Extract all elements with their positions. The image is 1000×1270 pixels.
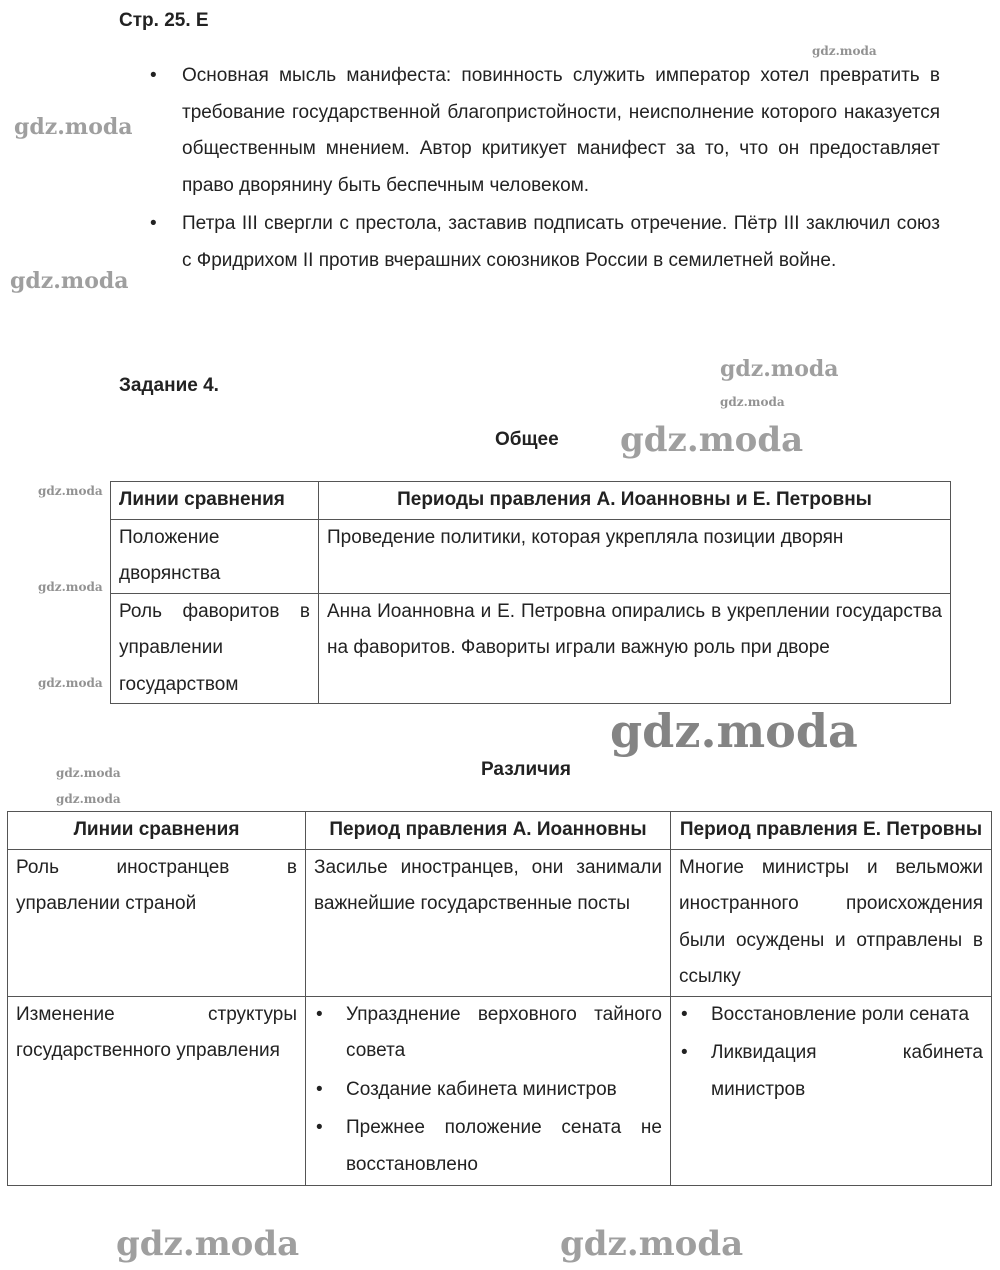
header-cell: Период правления А. Иоанновны — [306, 812, 671, 850]
table-row — [111, 593, 951, 704]
page-header: Стр. 25. Е — [119, 10, 209, 31]
table-cell: Проведение политики, которая укрепляла позиции дворян — [319, 519, 951, 593]
watermark: gdz.moda — [38, 484, 103, 498]
header-cell: Линии сравнения — [8, 812, 306, 850]
table-cell: Роль иностранцев в управлении страной — [8, 849, 306, 996]
table2-title: Различия — [481, 759, 571, 780]
watermark: gdz.moda — [610, 704, 858, 758]
table-row — [8, 849, 992, 996]
watermark: gdz.moda — [620, 420, 804, 460]
watermark: gdz.moda — [720, 395, 785, 409]
header-cell: Линии сравнения — [111, 482, 319, 520]
table1-title: Общее — [495, 429, 559, 450]
table-cell: Положение дворянства — [111, 519, 319, 593]
watermark: gdz.moda — [560, 1224, 744, 1264]
list-item: • Восстановление роли сената — [679, 997, 983, 1034]
header-cell: Период правления Е. Петровны — [671, 812, 992, 850]
task-heading: Задание 4. — [119, 375, 219, 396]
table-row — [111, 519, 951, 593]
list-item: • Упразднение верховного тайного совета — [314, 997, 662, 1070]
watermark: gdz.moda — [10, 268, 129, 294]
table-cell: Засилье иностранцев, они занимали важнейшие государственные посты — [306, 849, 671, 996]
list-item: • Создание кабинета министров — [314, 1072, 662, 1109]
table-cell: Изменение структуры государственного управления — [8, 996, 306, 1186]
table-cell — [671, 996, 992, 1186]
differences-table — [7, 811, 992, 1186]
bullet-item: • Основная мысль манифеста: повинность служить император хотел превратить в требование государственной благопристойности, неисполнение которого наказуется общественным мнением. Автор критикует манифест за то, что он предоставляет право дворянину быть беспечным человеком. — [150, 58, 940, 204]
table-cell: Анна Иоанновна и Е. Петровна опирались в укреплении государства на фаворитов. Фавориты играли важную роль при дворе — [319, 593, 951, 704]
common-table — [110, 481, 951, 704]
list-item: • Ликвидация кабинета министров — [679, 1035, 983, 1108]
table-cell: Роль фаворитов в управлении государством — [111, 593, 319, 704]
bullet-item: • Петра III свергли с престола, заставив подписать отречение. Пётр III заключил союз с Фридрихом II против вчерашних союзников России в семилетней войне. — [150, 206, 940, 279]
watermark: gdz.moda — [116, 1224, 300, 1264]
watermark: gdz.moda — [720, 356, 839, 382]
watermark: gdz.moda — [38, 676, 103, 690]
list-item: • Прежнее положение сената не восстановлено — [314, 1110, 662, 1183]
watermark: gdz.moda — [56, 792, 121, 806]
table-cell — [306, 996, 671, 1186]
header-cell: Периоды правления А. Иоанновны и Е. Петровны — [319, 482, 951, 520]
answer-bullets — [150, 58, 940, 281]
table-header-row — [111, 482, 951, 520]
watermark: gdz.moda — [812, 44, 877, 58]
watermark: gdz.moda — [14, 114, 133, 140]
table-row — [8, 996, 992, 1186]
watermark: gdz.moda — [38, 580, 103, 594]
table-cell: Многие министры и вельможи иностранного происхождения были осуждены и отправлены в ссылку — [671, 849, 992, 996]
watermark: gdz.moda — [56, 766, 121, 780]
table-header-row — [8, 812, 992, 850]
